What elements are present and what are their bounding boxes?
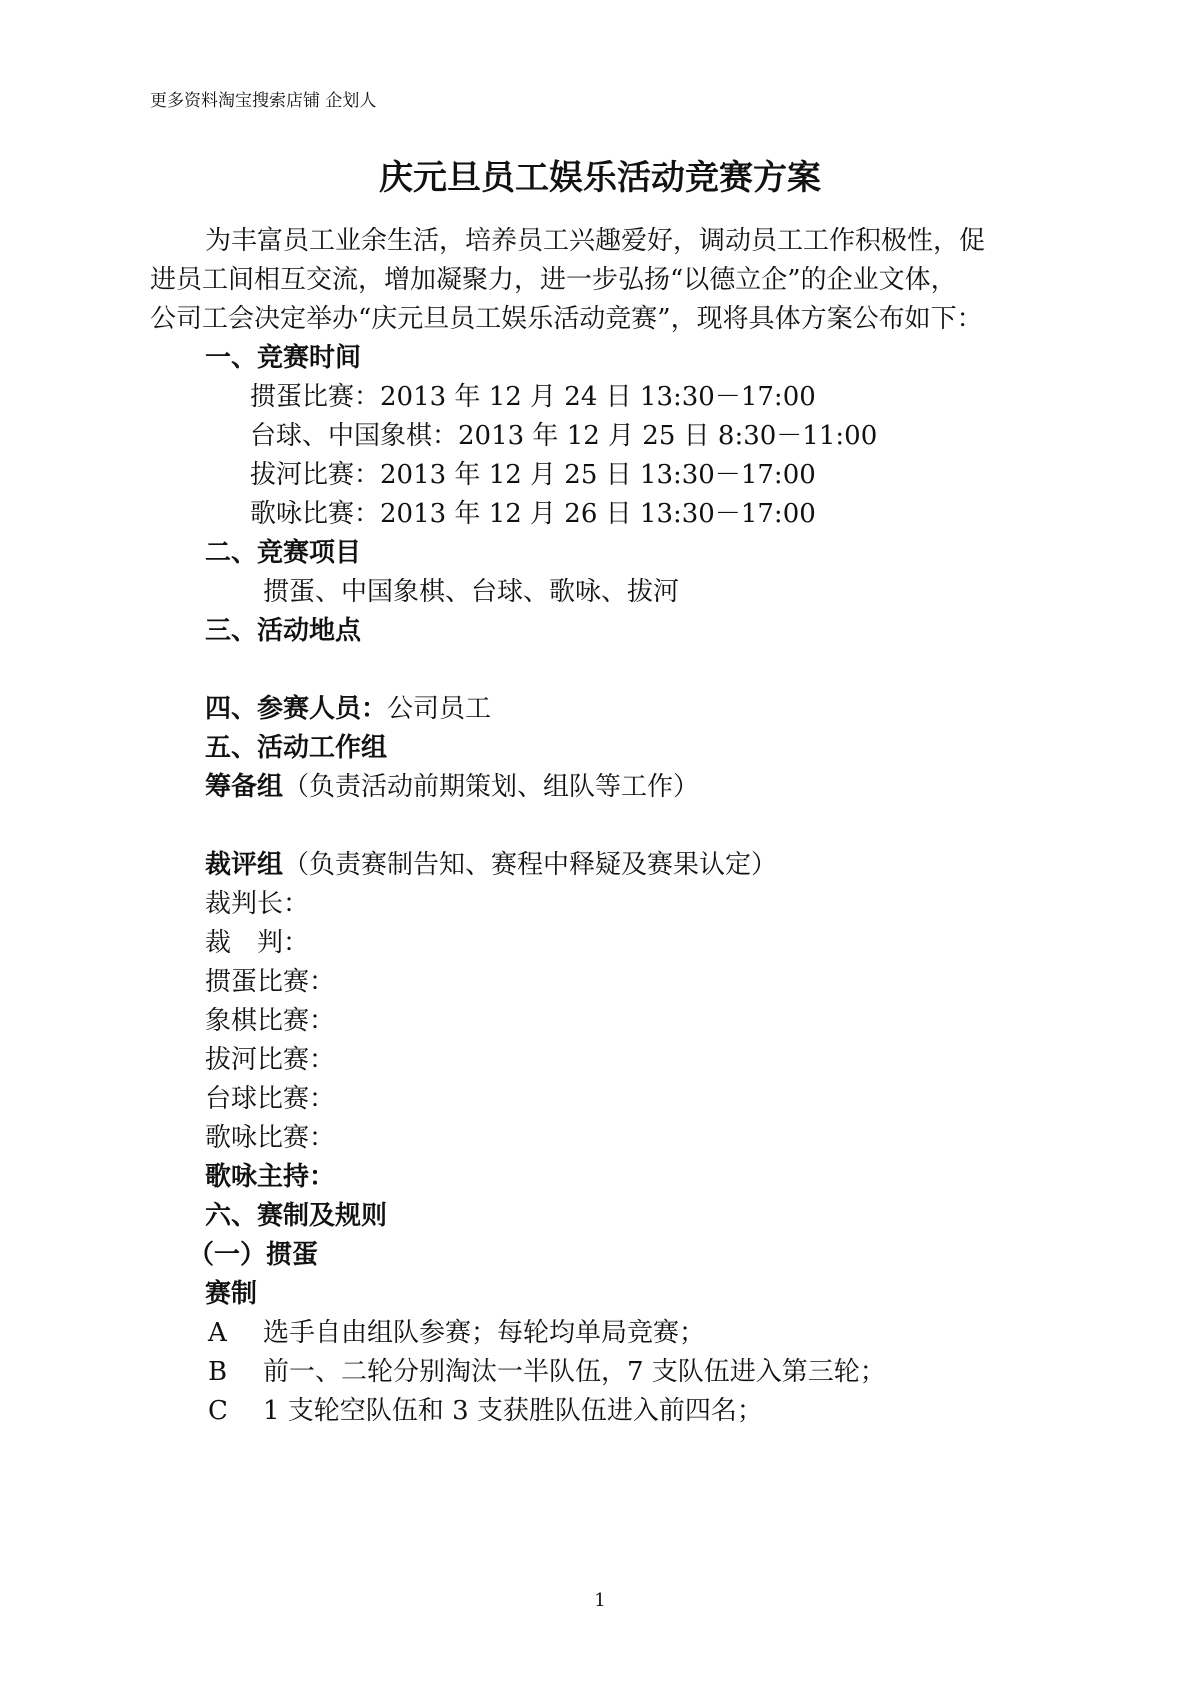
schedule-item: 歌咏比赛：2013 年 12 月 26 日 13:30－17:00 [250, 499, 816, 529]
section-2-heading: 二、竞赛项目 [205, 538, 362, 568]
section-5-heading: 五、活动工作组 [205, 733, 388, 763]
intro-line-1: 为丰富员工业余生活，培养员工兴趣爱好，调动员工工作积极性，促 [205, 226, 986, 256]
subsection-1-heading: （一）掼蛋 [188, 1240, 319, 1270]
intro-line-2: 进员工间相互交流，增加凝聚力，进一步弘扬“以德立企”的企业文体， [150, 265, 957, 295]
role-item: 拔河比赛： [205, 1045, 336, 1075]
section-2-content: 掼蛋、中国象棋、台球、歌咏、拔河 [263, 577, 680, 607]
rule-letter: A [208, 1318, 227, 1348]
section-4-heading: 四、参赛人员： [205, 694, 388, 724]
rule-text: 选手自由组队参赛；每轮均单局竞赛； [263, 1318, 706, 1348]
prep-group-line [205, 774, 699, 800]
role-item: 象棋比赛： [205, 1006, 336, 1036]
rule-item [208, 1359, 886, 1385]
rule-item [208, 1398, 763, 1424]
schedule-item: 台球、中国象棋：2013 年 12 月 25 日 8:30－11:00 [250, 421, 878, 451]
rule-item [208, 1320, 705, 1346]
role-item: 歌咏比赛： [205, 1123, 336, 1153]
rule-letter: B [208, 1357, 228, 1387]
host-label: 歌咏主持： [205, 1162, 336, 1192]
role-item: 台球比赛： [205, 1084, 336, 1114]
rule-text: 1 支轮空队伍和 3 支获胜队伍进入前四名； [263, 1396, 763, 1426]
schedule-item: 拔河比赛：2013 年 12 月 25 日 13:30－17:00 [250, 460, 816, 490]
rules-label: 赛制 [205, 1279, 258, 1309]
section-4-line [205, 696, 491, 722]
role-item: 掼蛋比赛： [205, 967, 336, 997]
role-item: 裁 判： [205, 928, 310, 958]
section-4-content: 公司员工 [387, 694, 492, 724]
judge-group-line [205, 852, 777, 878]
role-item: 裁判长： [205, 889, 310, 919]
judge-group-desc: （负责赛制告知、赛程中释疑及赛果认定） [283, 850, 778, 880]
schedule-item: 掼蛋比赛：2013 年 12 月 24 日 13:30－17:00 [250, 382, 816, 412]
prep-group-label: 筹备组 [205, 772, 284, 802]
rule-letter: C [208, 1396, 228, 1426]
judge-group-label: 裁评组 [205, 850, 284, 880]
section-3-heading: 三、活动地点 [205, 616, 362, 646]
page-header: 更多资料淘宝搜索店铺 企划人 [150, 91, 377, 111]
prep-group-desc: （负责活动前期策划、组队等工作） [283, 772, 700, 802]
document-title: 庆元旦员工娱乐活动竞赛方案 [379, 158, 821, 198]
intro-line-3: 公司工会决定举办“庆元旦员工娱乐活动竞赛”，现将具体方案公布如下： [150, 304, 983, 334]
page-number: 1 [594, 1590, 606, 1611]
section-1-heading: 一、竞赛时间 [205, 343, 362, 373]
rule-text: 前一、二轮分别淘汰一半队伍，7 支队伍进入第三轮； [263, 1357, 886, 1387]
section-6-heading: 六、赛制及规则 [205, 1201, 388, 1231]
